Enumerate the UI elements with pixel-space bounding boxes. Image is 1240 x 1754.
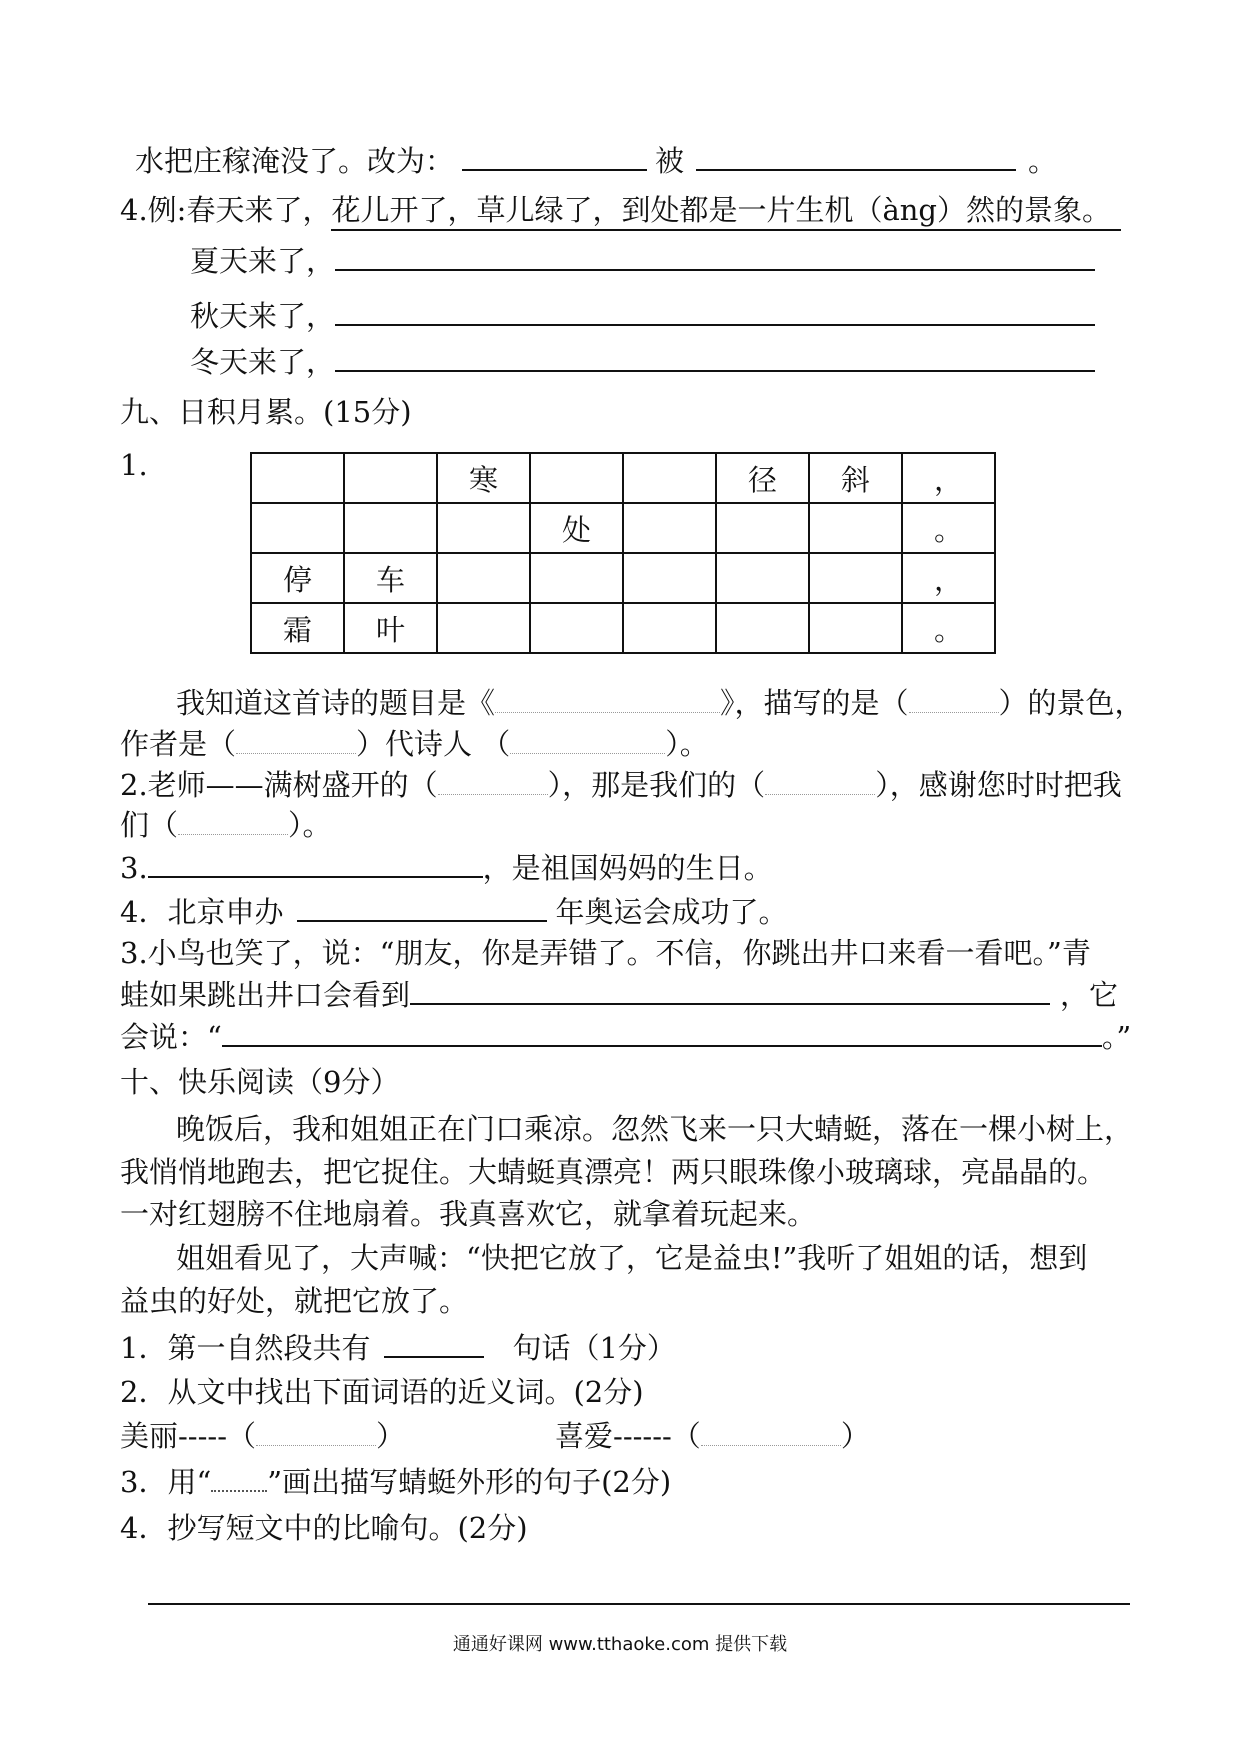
answer-blank[interactable] xyxy=(335,342,1095,372)
answer-blank[interactable] xyxy=(410,975,1050,1005)
poem-cell[interactable]: 。 xyxy=(902,603,995,653)
rewrite-prefix: 水把庄稼淹没了。改为： xyxy=(135,144,455,178)
poem-cell[interactable] xyxy=(809,503,902,553)
reading-q1 xyxy=(120,1328,676,1368)
answer-line[interactable] xyxy=(148,1603,1130,1605)
poem-question-line1 xyxy=(176,683,1144,723)
q3-line xyxy=(120,848,773,888)
poem-cell[interactable]: 停 xyxy=(251,553,344,603)
answer-blank[interactable] xyxy=(765,770,875,795)
poem-cell[interactable]: ， xyxy=(902,453,995,503)
poem-grid xyxy=(250,452,996,654)
synonym-blank[interactable] xyxy=(256,1421,376,1446)
reading-q3-text: ”画出描写蜻蜓外形的句子(2分) xyxy=(267,1465,672,1499)
poet-blank[interactable] xyxy=(510,729,665,754)
answer-blank[interactable] xyxy=(148,848,483,878)
q4-text: 4．北京申办 xyxy=(120,895,284,929)
passage-p2-l1: 姐姐看见了，大声喊：“快把它放了，它是益虫!”我听了姐姐的话，想到 xyxy=(176,1241,1088,1275)
poem-cell[interactable] xyxy=(530,553,623,603)
poem-cell[interactable] xyxy=(623,603,716,653)
rewrite-mid: 被 xyxy=(655,144,685,178)
footer-credit: 通通好课网 www.tthaoke.com 提供下载 xyxy=(452,1634,788,1655)
poem-q-text: 》，描写的是（ xyxy=(720,686,909,720)
poem-cell[interactable] xyxy=(437,603,530,653)
season-blank[interactable] xyxy=(909,688,999,713)
poem-q-text: 作者是（ xyxy=(120,727,237,761)
poem-cell[interactable] xyxy=(344,503,437,553)
q4-autumn xyxy=(190,296,1095,336)
answer-blank[interactable] xyxy=(335,296,1095,326)
poem-q-text: ）。 xyxy=(665,727,709,761)
reading-q1-text: 1．第一自然段共有 xyxy=(120,1331,371,1365)
q2-text: 们（ xyxy=(120,808,179,842)
q3-number: 3. xyxy=(120,851,148,885)
poem-q-text: ）的景色， xyxy=(998,686,1144,720)
q4-winter xyxy=(190,342,1095,382)
rewrite-line xyxy=(135,141,1057,181)
poem-cell[interactable] xyxy=(437,553,530,603)
reading-q1-text: 句话（1分） xyxy=(512,1331,676,1365)
autumn-label: 秋天来了， xyxy=(190,299,336,333)
winter-label: 冬天来了， xyxy=(190,345,336,379)
poem-row xyxy=(251,553,995,603)
poem-cell[interactable] xyxy=(437,503,530,553)
poem-cell[interactable] xyxy=(623,553,716,603)
q4-line xyxy=(120,892,787,932)
poem-cell[interactable]: 径 xyxy=(716,453,809,503)
poem-cell[interactable]: 斜 xyxy=(809,453,902,503)
poem-cell[interactable] xyxy=(716,553,809,603)
synonym-text: 美丽-----（ xyxy=(120,1419,256,1453)
answer-blank[interactable] xyxy=(297,892,547,922)
poem-cell[interactable] xyxy=(809,553,902,603)
answer-blank[interactable] xyxy=(335,241,1095,271)
poem-cell[interactable] xyxy=(716,503,809,553)
poem-cell[interactable] xyxy=(716,603,809,653)
q1-number: 1. xyxy=(120,448,148,482)
answer-blank[interactable] xyxy=(438,770,548,795)
poem-cell[interactable] xyxy=(530,453,623,503)
poem-row xyxy=(251,503,995,553)
q2-text: ）。 xyxy=(288,808,332,842)
q5-text: 蛙如果跳出井口会看到 xyxy=(120,978,411,1012)
poem-cell[interactable] xyxy=(623,503,716,553)
q5-line1: 3.小鸟也笑了，说：“朋友，你是弄错了。不信，你跳出井口来看一看吧。”青 xyxy=(120,936,1091,970)
q2-text: ），那是我们的（ xyxy=(547,768,766,802)
reading-q2: 2．从文中找出下面词语的近义词。(2分) xyxy=(120,1375,644,1409)
q5-text: ，它 xyxy=(1060,978,1119,1012)
q2-line1 xyxy=(120,765,1122,805)
poem-cell[interactable]: 霜 xyxy=(251,603,344,653)
answer-blank[interactable] xyxy=(384,1328,484,1358)
poem-cell[interactable] xyxy=(251,503,344,553)
q5-line2 xyxy=(120,975,1118,1015)
poem-cell[interactable] xyxy=(530,603,623,653)
poem-cell[interactable]: 车 xyxy=(344,553,437,603)
q3-text: ，是祖国妈妈的生日。 xyxy=(482,851,773,885)
poem-cell[interactable] xyxy=(809,603,902,653)
synonym-text: ） xyxy=(376,1419,406,1453)
q2-line2 xyxy=(120,805,332,845)
q2-text: ），感谢您时时把我 xyxy=(875,768,1122,802)
poem-cell[interactable] xyxy=(344,453,437,503)
poem-q-text: ）代诗人 （ xyxy=(356,727,511,761)
q4-text: 年奥运会成功了。 xyxy=(555,895,788,929)
answer-blank[interactable] xyxy=(696,141,1016,171)
q5-text: 。” xyxy=(1101,1020,1132,1054)
q2-text: 2.老师——满树盛开的（ xyxy=(120,768,438,802)
poem-question-line2 xyxy=(120,724,709,764)
synonym-blank[interactable] xyxy=(701,1421,841,1446)
synonym-text: ） xyxy=(840,1419,870,1453)
answer-blank[interactable] xyxy=(178,810,288,835)
summer-label: 夏天来了， xyxy=(190,244,336,278)
example-underlined: 花儿开了，草儿绿了，到处都是一片生机（àng）然的景象。 xyxy=(331,193,1121,231)
synonym-text: 喜爱------（ xyxy=(555,1419,701,1453)
answer-blank[interactable] xyxy=(222,1017,1102,1047)
section9-title: 九、日积月累。(15分) xyxy=(120,395,412,429)
poem-row xyxy=(251,453,995,503)
rewrite-end: 。 xyxy=(1028,144,1058,178)
reading-q2-pairs xyxy=(120,1416,870,1456)
poem-cell[interactable]: 叶 xyxy=(344,603,437,653)
poem-cell[interactable]: 。 xyxy=(902,503,995,553)
q5-text: 会说：“ xyxy=(120,1020,222,1054)
q4-example xyxy=(120,190,1121,230)
reading-q3-text: 3．用“ xyxy=(120,1465,212,1499)
poem-cell[interactable]: 处 xyxy=(530,503,623,553)
passage-p1-l2: 我悄悄地跑去，把它捉住。大蜻蜓真漂亮！两只眼珠像小玻璃球，亮晶晶的。 xyxy=(120,1155,1107,1189)
q5-line3 xyxy=(120,1017,1131,1057)
passage-p1-l3: 一对红翅膀不住地扇着。我真喜欢它，就拿着玩起来。 xyxy=(120,1197,817,1231)
title-blank[interactable] xyxy=(495,688,720,713)
poem-q-text: 我知道这首诗的题目是《 xyxy=(176,686,496,720)
poem-cell[interactable]: 寒 xyxy=(437,453,530,503)
dynasty-blank[interactable] xyxy=(236,729,356,754)
example-prefix: 4.例:春天来了， xyxy=(120,193,332,227)
wavy-line-mark xyxy=(211,1470,267,1492)
reading-q4: 4．抄写短文中的比喻句。(2分) xyxy=(120,1511,528,1545)
poem-cell[interactable]: ， xyxy=(902,553,995,603)
poem-cell[interactable] xyxy=(251,453,344,503)
reading-q3 xyxy=(120,1462,671,1502)
poem-cell[interactable] xyxy=(623,453,716,503)
passage-p2-l2: 益虫的好处，就把它放了。 xyxy=(120,1284,469,1318)
section10-title: 十、快乐阅读（9分） xyxy=(120,1065,400,1099)
poem-row xyxy=(251,603,995,653)
passage-p1-l1: 晚饭后，我和姐姐正在门口乘凉。忽然飞来一只大蜻蜓，落在一棵小树上， xyxy=(176,1112,1134,1146)
q4-summer xyxy=(190,241,1095,281)
answer-blank[interactable] xyxy=(462,141,647,171)
